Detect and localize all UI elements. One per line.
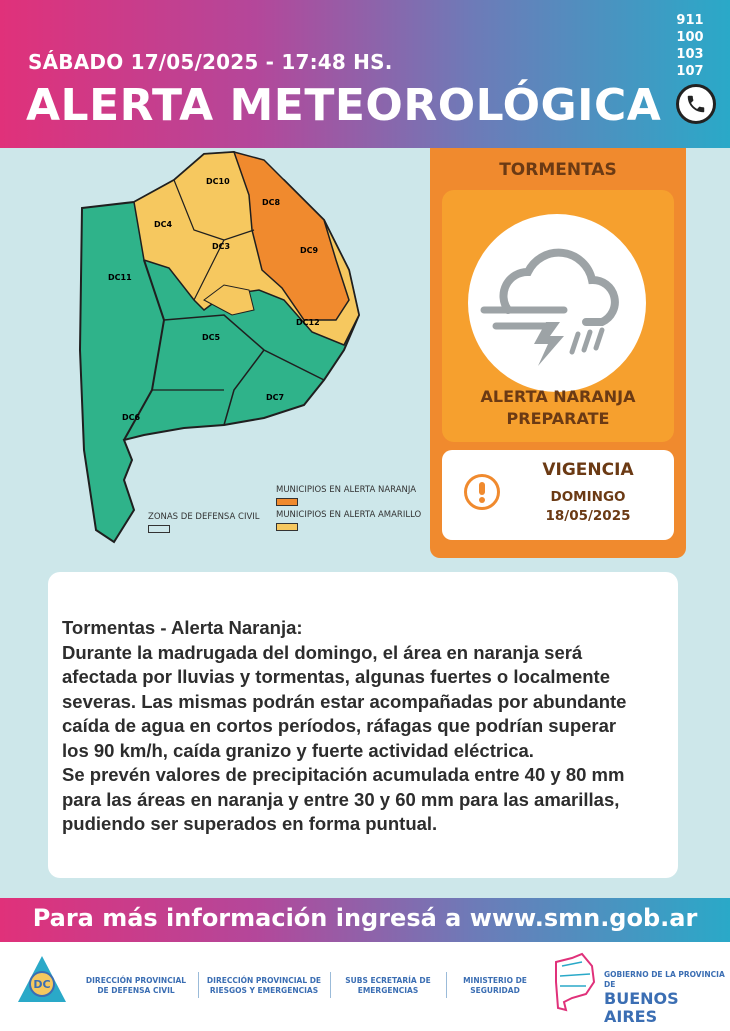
header-banner xyxy=(0,0,730,148)
card-inner xyxy=(442,190,674,442)
org-seguridad: MINISTERIO DE SEGURIDAD xyxy=(463,976,527,995)
zone-label: DC9 xyxy=(300,246,319,255)
gov-logo-text: GOBIERNO DE LA PROVINCIA DE BUENOS AIRES xyxy=(604,970,725,1026)
legend-zonas: ZONAS DE DEFENSA CIVIL xyxy=(148,512,260,533)
divider xyxy=(198,972,199,998)
legend-amarillo: MUNICIPIOS EN ALERTA AMARILLO xyxy=(276,510,421,531)
storm-cloud-icon xyxy=(468,214,646,392)
card-title: TORMENTAS xyxy=(499,160,617,180)
province-shape-icon xyxy=(552,952,596,1012)
info-band xyxy=(0,898,730,942)
phone-number[interactable]: 103 xyxy=(676,47,704,62)
zone-label: DC10 xyxy=(206,177,230,186)
org-defensa-civil: DIRECCIÓN PROVINCIAL DE DEFENSA CIVIL xyxy=(85,976,187,995)
alert-datetime: SÁBADO 17/05/2025 - 17:48 HS. xyxy=(28,50,393,74)
description-text: Tormentas - Alerta Naranja: Durante la madrugada del domingo, el área en naranja será afectada por lluvias y tormentas, algunas fuertes o localmente severas. Las mismas podrán estar acompañadas por abundante caída de agua en cortos períodos, ráfagas que podrían superar los 90 km/h, caída granizo y fuerte actividad eléctrica. Se prevén valores de precipitación acumulada entre 40 y 80 mm para las áreas en naranja y entre 30 y 60 mm para las amarillas, pudiendo ser superados en forma puntual. xyxy=(62,617,627,834)
legend-swatch-border xyxy=(148,525,170,533)
phone-icon xyxy=(676,84,716,124)
emergency-phones xyxy=(670,12,710,80)
zone-label: DC12 xyxy=(296,318,320,327)
info-link[interactable]: Para más información ingresá a www.smn.gob.ar xyxy=(32,904,698,932)
zone-label: DC11 xyxy=(108,273,132,282)
phone-number[interactable]: 911 xyxy=(676,13,704,28)
phone-number[interactable]: 107 xyxy=(676,64,704,79)
vigencia-date: DOMINGO 18/05/2025 xyxy=(545,489,631,524)
description-panel xyxy=(48,572,678,878)
legend-swatch-orange xyxy=(276,498,298,506)
vigencia-title: VIGENCIA xyxy=(542,460,634,480)
vigencia-box xyxy=(442,450,674,540)
legend-naranja: MUNICIPIOS EN ALERTA NARANJA xyxy=(276,485,416,506)
defensa-civil-logo xyxy=(14,952,70,1008)
alert-card xyxy=(430,148,686,558)
svg-text:DC: DC xyxy=(33,978,51,991)
zone-label: DC6 xyxy=(122,413,141,422)
org-emergencias: SUBS ECRETARÍA DE EMERGENCIAS xyxy=(345,976,431,995)
footer xyxy=(0,942,730,1031)
divider xyxy=(446,972,447,998)
legend-swatch-yellow xyxy=(276,523,298,531)
alert-level: ALERTA NARANJA PREPARATE xyxy=(480,387,636,428)
zone-label: DC8 xyxy=(262,198,281,207)
zone-label: DC5 xyxy=(202,333,221,342)
zone-label: DC7 xyxy=(266,393,285,402)
divider xyxy=(330,972,331,998)
zone-label: DC4 xyxy=(154,220,173,229)
phone-number[interactable]: 100 xyxy=(676,30,704,45)
warning-icon xyxy=(464,474,500,510)
page-title: ALERTA METEOROLÓGICA xyxy=(26,80,662,131)
zone-label: DC3 xyxy=(212,242,231,251)
org-riesgos: DIRECCIÓN PROVINCIAL DE RIESGOS Y EMERGENCIAS xyxy=(206,976,322,995)
